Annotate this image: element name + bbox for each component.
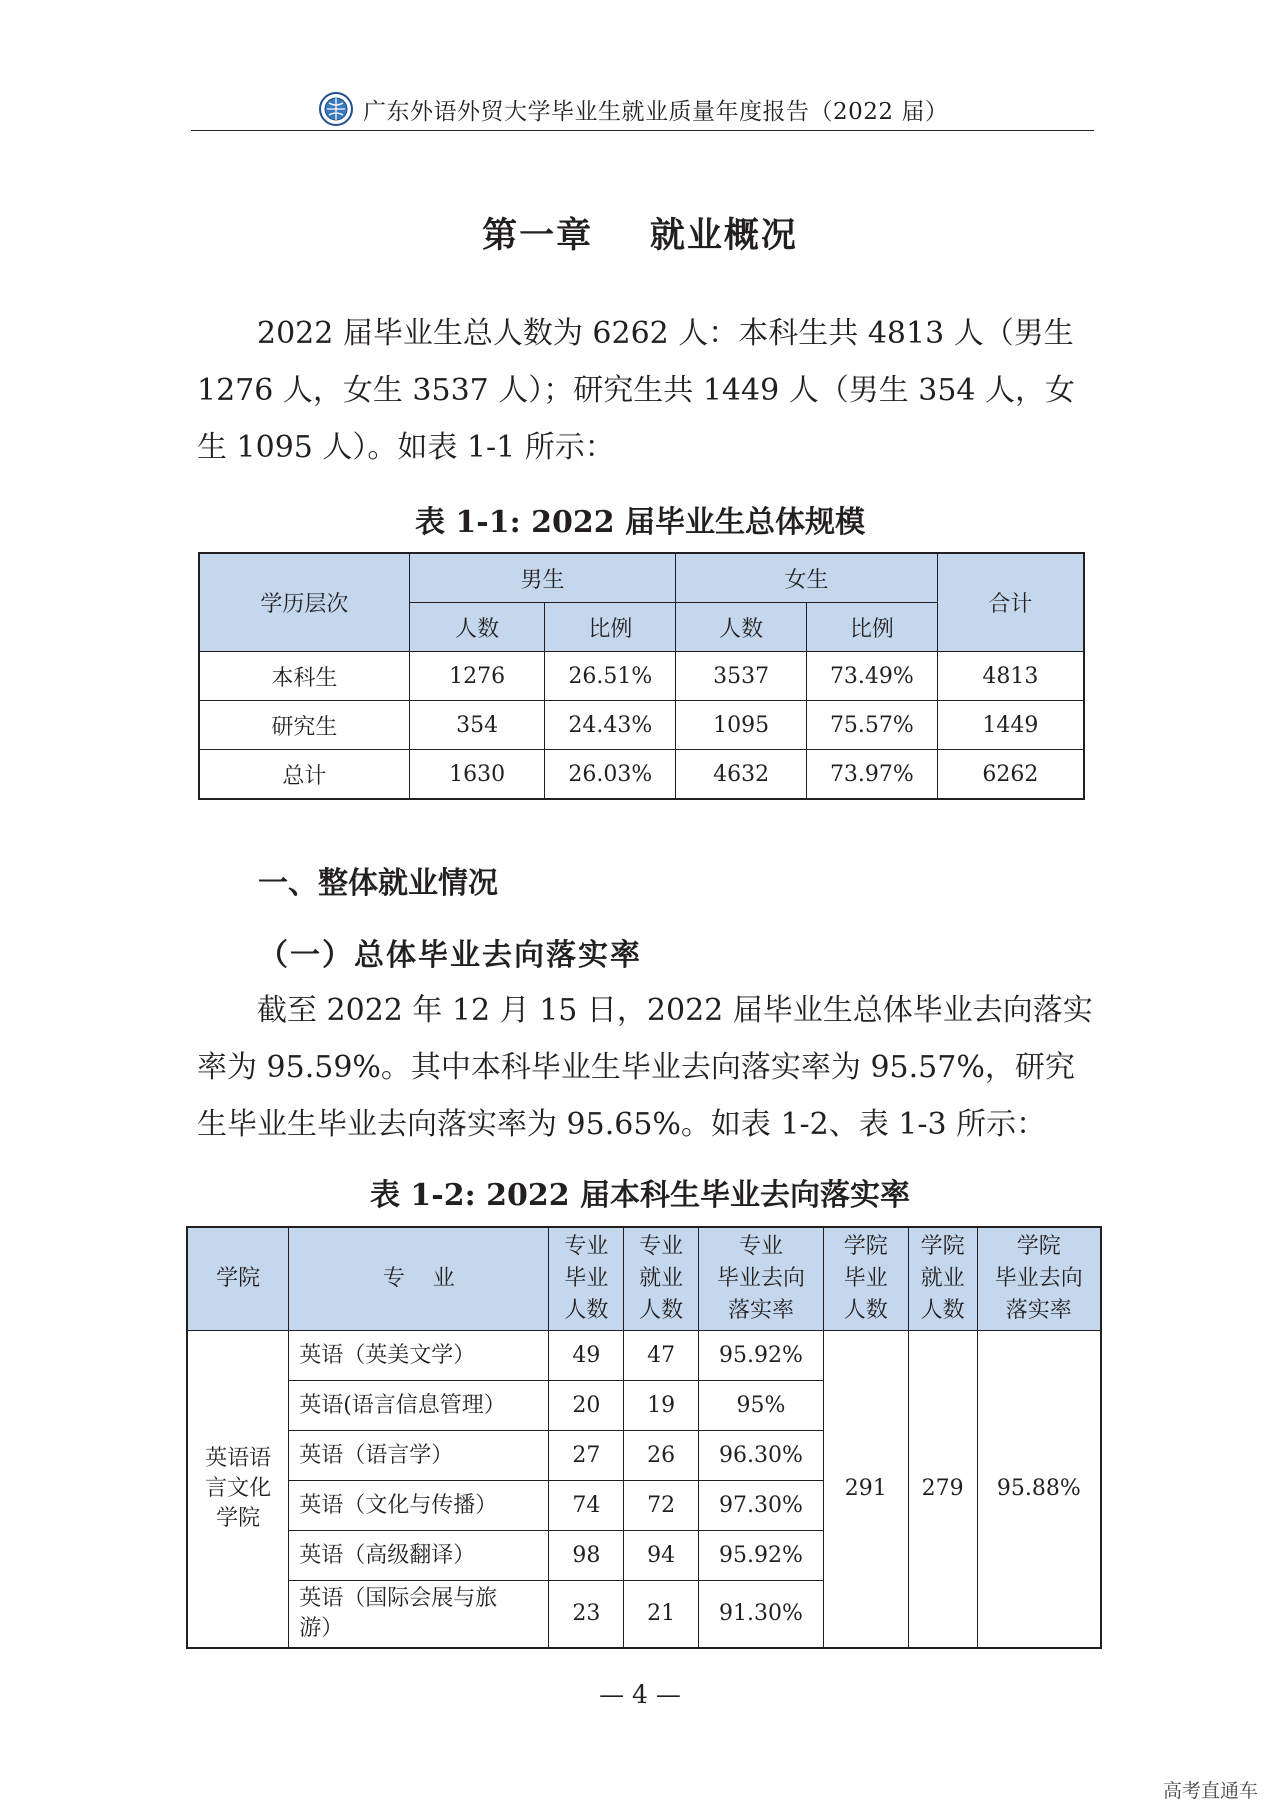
cell-level: 本科生 bbox=[199, 652, 409, 701]
university-seal-icon bbox=[319, 92, 353, 126]
cell-female-count: 1095 bbox=[676, 701, 807, 750]
header-major: 专 业 bbox=[289, 1227, 549, 1331]
cell-rate: 96.30% bbox=[699, 1431, 824, 1481]
cell-male-ratio: 24.43% bbox=[545, 701, 676, 750]
cell-total: 6262 bbox=[937, 750, 1084, 800]
report-title: 广东外语外贸大学毕业生就业质量年度报告（2022 届） bbox=[363, 98, 949, 125]
table-row bbox=[199, 701, 1084, 750]
paragraph-line: 率为 95.59%。其中本科毕业生毕业去向落实率为 95.57%，研究 bbox=[197, 1050, 1075, 1085]
header-male-ratio: 比例 bbox=[545, 603, 676, 652]
cell-grad: 49 bbox=[549, 1331, 624, 1381]
cell-major: 英语（英美文学） bbox=[289, 1331, 549, 1381]
cell-male-count: 1276 bbox=[409, 652, 545, 701]
table1-caption: 表 1-1: 2022 届毕业生总体规模 bbox=[414, 505, 866, 540]
cell-female-ratio: 75.57% bbox=[806, 701, 937, 750]
paragraph-line: 2022 届毕业生总人数为 6262 人：本科生共 4813 人（男生 bbox=[257, 316, 1074, 351]
header-male-count: 人数 bbox=[409, 603, 545, 652]
header-major-emp: 专业 就业 人数 bbox=[624, 1227, 699, 1331]
cell-rate: 95.92% bbox=[699, 1531, 824, 1581]
cell-total: 1449 bbox=[937, 701, 1084, 750]
running-header bbox=[191, 86, 1094, 131]
header-total: 合计 bbox=[937, 553, 1084, 652]
cell-level: 研究生 bbox=[199, 701, 409, 750]
cell-grad: 20 bbox=[549, 1381, 624, 1431]
cell-major: 英语（语言学） bbox=[289, 1431, 549, 1481]
section-title: 一、整体就业情况 bbox=[258, 866, 498, 901]
paragraph-line: 生毕业生毕业去向落实率为 95.65%。如表 1-2、表 1-3 所示： bbox=[197, 1107, 1047, 1142]
table-row bbox=[199, 652, 1084, 701]
cell-college-grad: 291 bbox=[823, 1331, 908, 1649]
graduate-scale-table bbox=[198, 552, 1085, 800]
paragraph-line: 生 1095 人）。如表 1-1 所示： bbox=[197, 430, 615, 465]
cell-emp: 94 bbox=[624, 1531, 699, 1581]
cell-grad: 74 bbox=[549, 1481, 624, 1531]
cell-major: 英语（高级翻译） bbox=[289, 1531, 549, 1581]
header-female: 女生 bbox=[676, 553, 938, 603]
cell-grad: 98 bbox=[549, 1531, 624, 1581]
cell-female-ratio: 73.97% bbox=[806, 750, 937, 800]
cell-male-count: 1630 bbox=[409, 750, 545, 800]
intro-paragraph bbox=[197, 305, 1090, 476]
page-number: — 4 — bbox=[599, 1680, 681, 1709]
cell-major: 英语（国际会展与旅 游） bbox=[289, 1581, 549, 1649]
cell-grad: 23 bbox=[549, 1581, 624, 1649]
cell-college-name: 英语语 言文化 学院 bbox=[187, 1331, 289, 1649]
cell-male-count: 354 bbox=[409, 701, 545, 750]
cell-rate: 91.30% bbox=[699, 1581, 824, 1649]
header-major-rate: 专业 毕业去向 落实率 bbox=[699, 1227, 824, 1331]
cell-grad: 27 bbox=[549, 1431, 624, 1481]
header-female-ratio: 比例 bbox=[806, 603, 937, 652]
cell-major: 英语(语言信息管理） bbox=[289, 1381, 549, 1431]
header-level: 学历层次 bbox=[199, 553, 409, 652]
header-major-grad: 专业 毕业 人数 bbox=[549, 1227, 624, 1331]
cell-college-rate: 95.88% bbox=[977, 1331, 1101, 1649]
cell-level: 总计 bbox=[199, 750, 409, 800]
undergrad-employment-table bbox=[186, 1226, 1102, 1649]
cell-female-count: 3537 bbox=[676, 652, 807, 701]
header-female-count: 人数 bbox=[676, 603, 807, 652]
watermark: 高考直通车 bbox=[1162, 1780, 1258, 1802]
cell-emp: 47 bbox=[624, 1331, 699, 1381]
cell-rate: 95% bbox=[699, 1381, 824, 1431]
header-college-emp: 学院 就业 人数 bbox=[908, 1227, 977, 1331]
paragraph-line: 1276 人，女生 3537 人）；研究生共 1449 人（男生 354 人，女 bbox=[197, 373, 1076, 408]
cell-rate: 97.30% bbox=[699, 1481, 824, 1531]
header-college: 学院 bbox=[187, 1227, 289, 1331]
cell-major: 英语（文化与传播） bbox=[289, 1481, 549, 1531]
header-male: 男生 bbox=[409, 553, 676, 603]
paragraph-line: 截至 2022 年 12 月 15 日，2022 届毕业生总体毕业去向落实 bbox=[257, 993, 1093, 1028]
table-row bbox=[187, 1331, 1101, 1381]
cell-total: 4813 bbox=[937, 652, 1084, 701]
subsection-title: （一）总体毕业去向落实率 bbox=[258, 938, 642, 973]
header-college-rate: 学院 毕业去向 落实率 bbox=[977, 1227, 1101, 1331]
cell-male-ratio: 26.51% bbox=[545, 652, 676, 701]
cell-emp: 26 bbox=[624, 1431, 699, 1481]
cell-female-count: 4632 bbox=[676, 750, 807, 800]
table-row bbox=[199, 750, 1084, 800]
cell-emp: 19 bbox=[624, 1381, 699, 1431]
cell-college-emp: 279 bbox=[908, 1331, 977, 1649]
chapter-title: 第一章 就业概况 bbox=[482, 215, 798, 256]
cell-emp: 21 bbox=[624, 1581, 699, 1649]
cell-male-ratio: 26.03% bbox=[545, 750, 676, 800]
cell-emp: 72 bbox=[624, 1481, 699, 1531]
table2-caption: 表 1-2: 2022 届本科生毕业去向落实率 bbox=[369, 1178, 911, 1213]
cell-rate: 95.92% bbox=[699, 1331, 824, 1381]
cell-female-ratio: 73.49% bbox=[806, 652, 937, 701]
rate-paragraph bbox=[197, 982, 1093, 1153]
header-college-grad: 学院 毕业 人数 bbox=[823, 1227, 908, 1331]
